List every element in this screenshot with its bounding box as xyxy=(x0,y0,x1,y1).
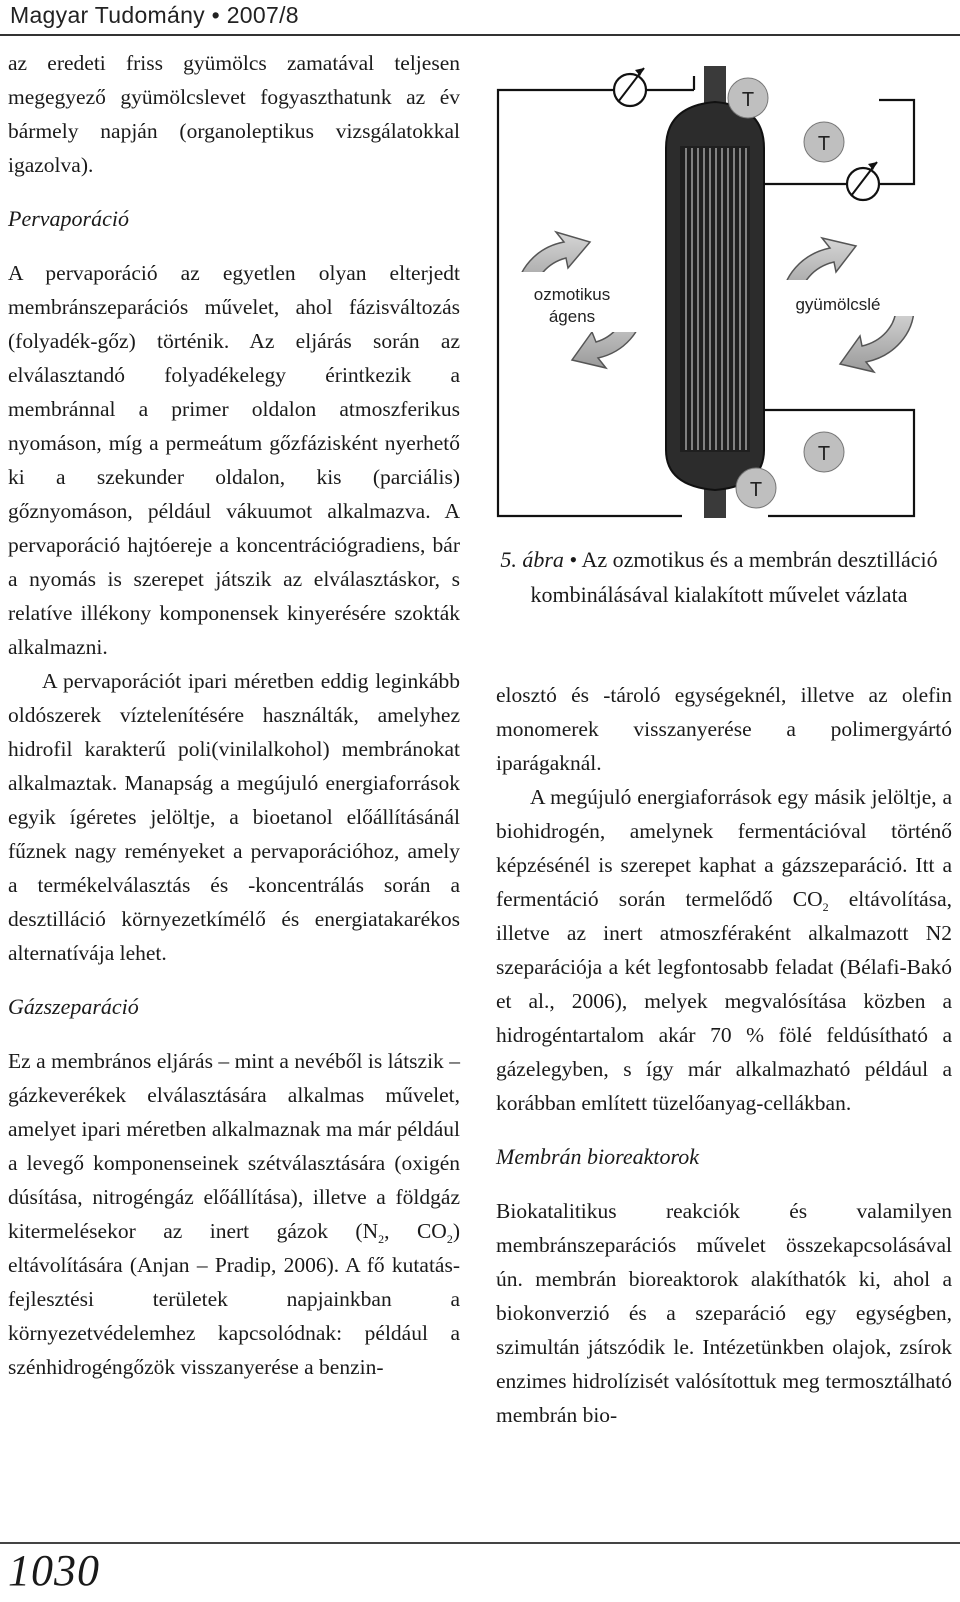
subscript: 2 xyxy=(822,900,829,914)
subscript: 2 xyxy=(446,1232,453,1246)
paragraph: A pervaporáció az egyetlen olyan elterjedt membránszeparációs művelet, ahol fázisváltozás (folyadék-gőz) történik. Az eljárás során az elválasztandó folyadékelegy érintkezik a membránnal a primer oldalon atmoszferikus nyomáson, míg a permeátum gőzfázisként nyerhető ki a szekunder oldalon, kis (parciális) gőznyomáson, például vákuumot alkalmazva. A pervaporáció hajtóereje a koncentrációgradiens, bár a nyomás is szerepet játszik az elválasztáskor, s relatíve illékony komponensek kinyerésére szokták alkalmazni. xyxy=(8,261,460,659)
footer-rule xyxy=(0,1542,960,1544)
text-run: ) eltávolítására (Anjan – Pradip, 2006). A fő kutatás-fejlesztési területek napjainkban a környezetvédelemhez kapcsolódnak: például a szénhidrogéngőzök visszanyerése a benzin- xyxy=(8,1219,460,1379)
text-run: , CO xyxy=(384,1219,447,1243)
t-label: T xyxy=(749,479,763,501)
paragraph: az eredeti friss gyümölcs zamatával teljesen megegyező gyümölcslevet fogyaszthatunk az év bármely napján (organoleptikus vizsgálatokkal igazolva). xyxy=(8,51,460,177)
header-rule xyxy=(0,34,960,36)
t-label: T xyxy=(817,133,831,155)
temperature-sensor xyxy=(728,78,768,118)
subscript: 2 xyxy=(378,1232,385,1246)
caption-bullet: • xyxy=(569,547,578,572)
paragraph: A pervaporációt ipari méretben eddig leginkább oldószerek víztelenítésére használták, amelyhez hidrofil karakterű poli(vinilalkohol) membránokat alkalmaztak. Manapság a megújuló energiaforrások egyik ígéretes jelöltje, a bioetanol előállításánál fűznek nagy reményeket a pervaporációhoz, amely a termékelválasztás és -koncentrálás során a desztilláció környezetkímélő és energiatakarékos alternatívája lehet. xyxy=(8,669,460,965)
figure-number: 5. ábra xyxy=(500,547,564,572)
label-ozmotikus: ozmotikus xyxy=(533,285,611,304)
figure-caption xyxy=(494,542,944,612)
valve-icon xyxy=(614,68,646,106)
text-run: eltávolítása, illetve az inert atmoszféraként alkalmazott N2 szeparációja a két legfontosabb feladat (Bélafi-Bakó et al., 2006), melyek megvalósítása közben a hidrogéntartalom akár 70 % fölé feldúsítható a gázelegyben, s így már alkalmazható például a korábban említett tüzelőanyag-cellákban. xyxy=(496,887,953,1115)
paragraph: elosztó és -tároló egységeknél, illetve az olefin monomerek visszanyerése a polimergyártó iparágaknál. xyxy=(496,683,952,775)
valve-icon xyxy=(847,162,879,200)
temperature-sensor xyxy=(804,432,844,472)
t-label: T xyxy=(741,89,755,111)
section-heading-pervaporacio: Pervaporáció xyxy=(8,206,129,231)
text-run: Ez a membrános eljárás – mint a nevéből is látszik – gázkeverékek elválasztására alkalmas művelet, amelyet ipari méretben alkalmaznak ma már például a levegő komponenseinek szétválasztására (oxigén dúsítása, nitrogéngáz előállítása), illetve a földgáz kitermelésekor az inert gázok (N xyxy=(8,1049,460,1243)
page-number: 1030 xyxy=(8,1546,100,1595)
membrane-process-diagram xyxy=(494,46,944,532)
section-heading-membran-bioreaktorok: Membrán bioreaktorok xyxy=(496,1144,700,1169)
label-gyumolcsle: gyümölcslé xyxy=(795,295,881,314)
t-label: T xyxy=(817,443,831,465)
paragraph xyxy=(8,1044,460,1384)
text-run: A megújuló energiaforrások egy másik jelöltje, a biohidrogén, amelynek fermentációval történő képzésénél is szerepet kaphat a gázszeparáció. Itt a fermentáció során termelődő CO xyxy=(496,785,952,911)
membrane-module xyxy=(666,66,764,518)
paragraph: Biokatalitikus reakciók és valamilyen membránszeparációs művelet összekapcsolásával ún. membrán bioreaktorok alakíthatók ki, ahol a biokonverzió és a szeparáció egy egységben, szimultán játszódik le. Intézetünkben olajok, zsírok enzimes hidrolízisét valósítottuk meg termosztálható membrán bio- xyxy=(496,1199,952,1427)
section-heading-gazszeparacio: Gázszeparáció xyxy=(8,994,139,1019)
label-agens: ágens xyxy=(548,307,596,326)
temperature-sensor xyxy=(736,468,776,508)
temperature-sensor xyxy=(804,122,844,162)
journal-header: Magyar Tudomány • 2007/8 xyxy=(10,2,299,28)
right-column xyxy=(496,678,952,1432)
left-column xyxy=(8,46,460,1384)
caption-text: Az ozmotikus és a membrán desztilláció kombinálásával kialakított művelet vázlata xyxy=(530,547,938,607)
paragraph xyxy=(496,780,952,1120)
